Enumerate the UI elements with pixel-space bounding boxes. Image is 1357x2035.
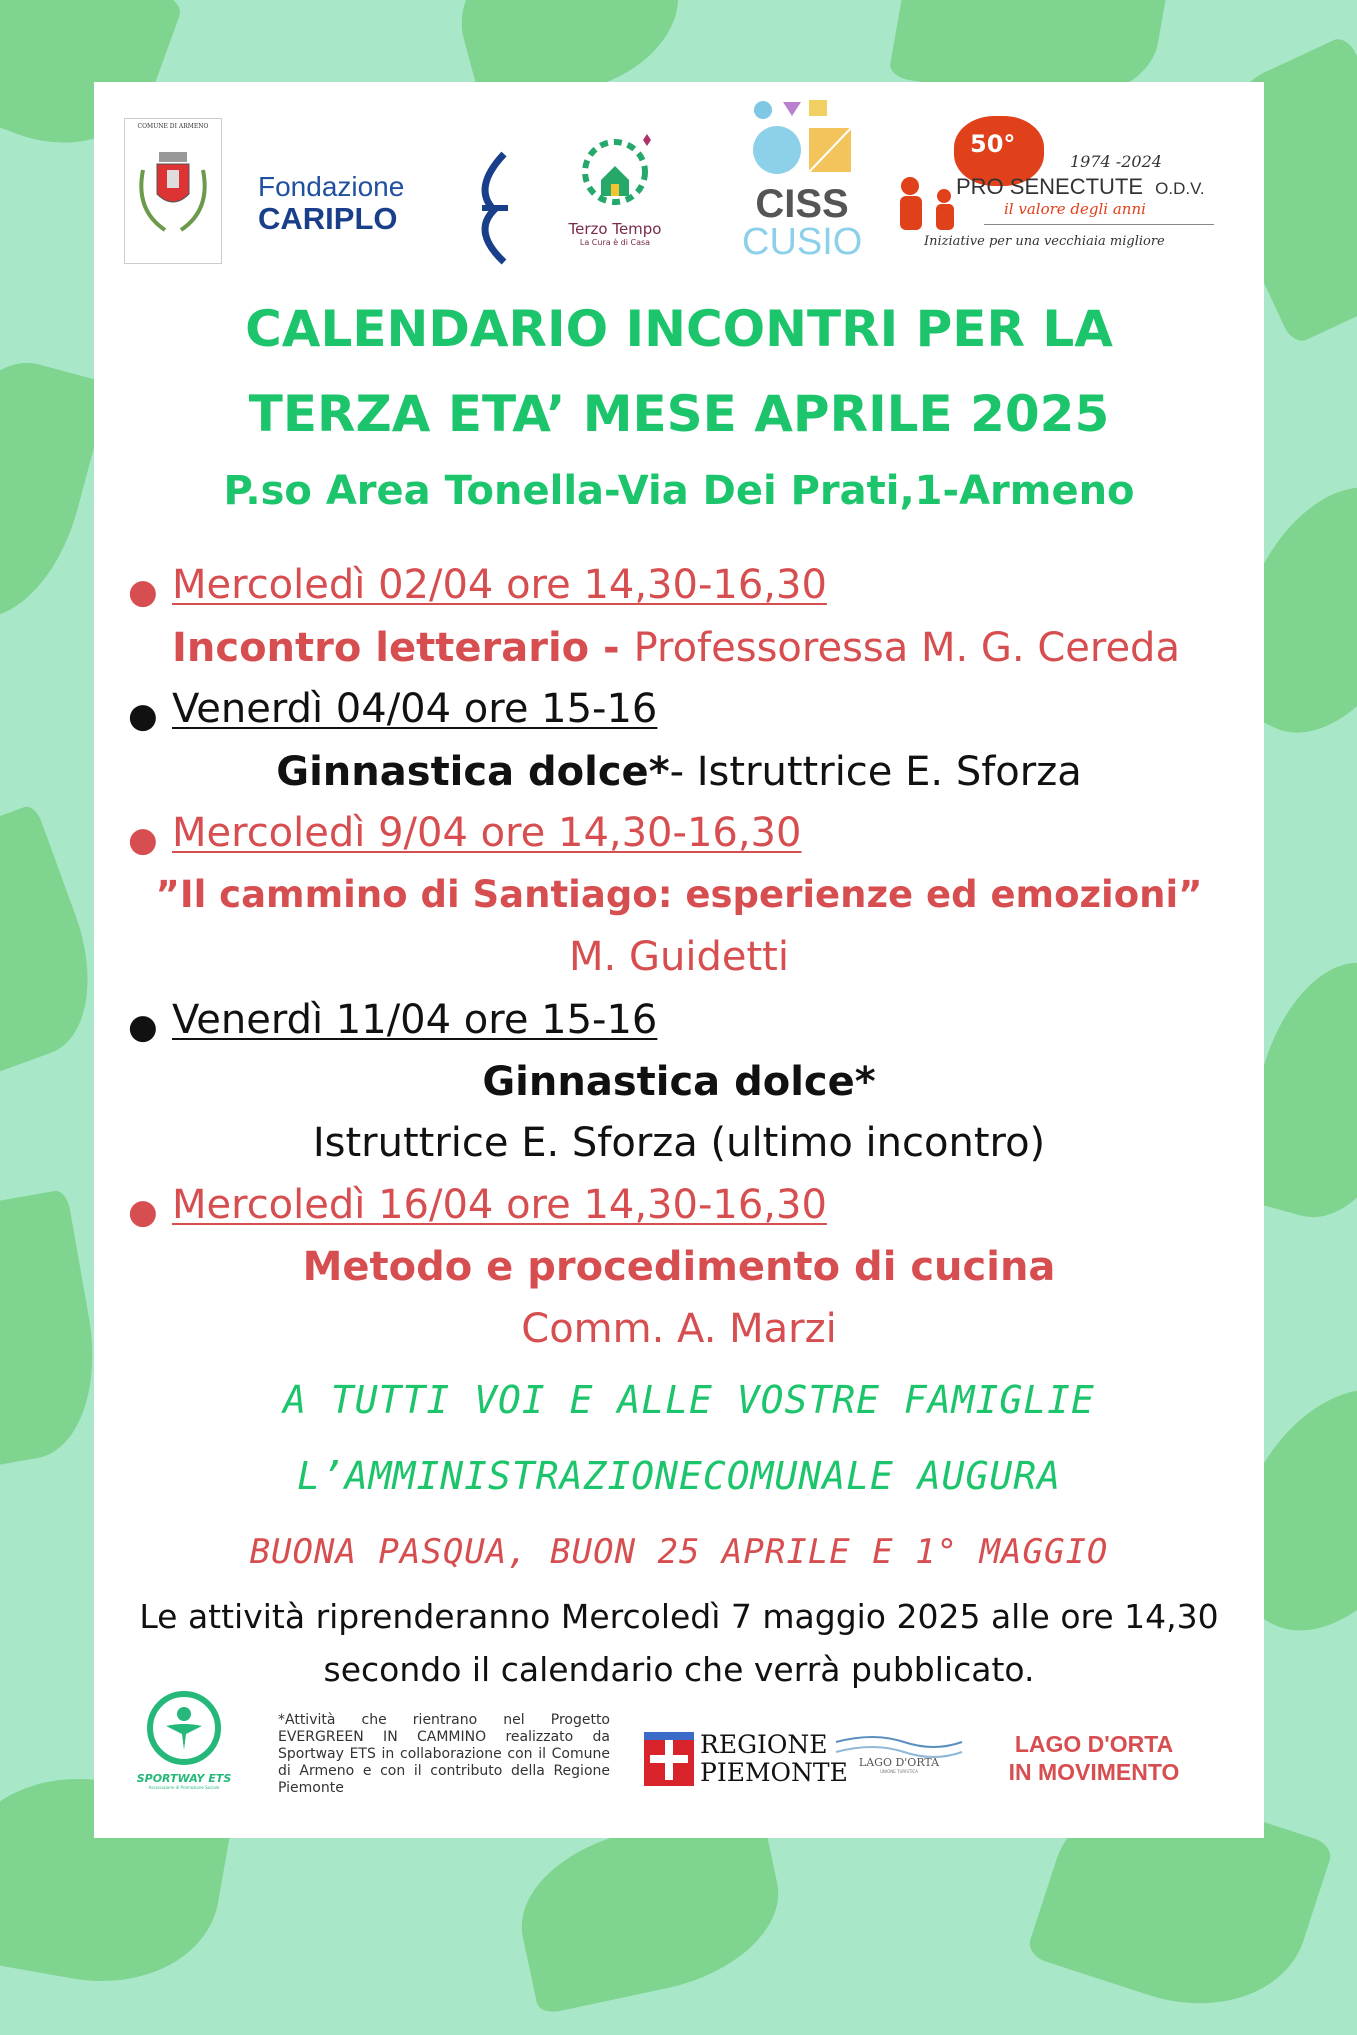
- greeting-line-1: A TUTTI VOI E ALLE VOSTRE FAMIGLIE: [283, 1378, 1095, 1422]
- event-detail: [172, 625, 1180, 671]
- event-date: Mercoledì 02/04 ore 14,30-16,30: [172, 562, 827, 608]
- bullet-icon: ●: [128, 820, 158, 860]
- heading-line-1: CALENDARIO INCONTRI PER LA: [245, 300, 1113, 358]
- event-speaker: - Istruttrice E. Sforza: [669, 749, 1082, 795]
- event-speaker: M. Guidetti: [569, 934, 789, 980]
- greeting-line-2: L’AMMINISTRAZIONECOMUNALE AUGURA: [296, 1454, 1062, 1498]
- pro-senectute-divider: [984, 224, 1214, 225]
- resume-note-line-2: secondo il calendario che verrà pubblicato.: [323, 1650, 1035, 1689]
- lago-orta-movimento: LAGO D'ORTA IN MOVIMENTO: [1008, 1731, 1180, 1785]
- lago-orta-logo: LAGO D'ORTA UNIONE TURISTICA: [834, 1732, 964, 1782]
- ciss-shapes-icon: [747, 98, 857, 180]
- sportway-logo: SPORTWAY ETS Associazione di Promozione Sociale: [134, 1688, 234, 1808]
- flyer-card: [94, 82, 1264, 1838]
- resume-note-line-1: Le attività riprenderanno Mercoledì 7 maggio 2025 alle ore 14,30: [139, 1597, 1219, 1636]
- house-circle-icon: [565, 126, 665, 216]
- heading-address: P.so Area Tonella-Via Dei Prati,1-Armeno: [223, 468, 1135, 514]
- greeting-line-3: BUONA PASQUA, BUON 25 APRILE E 1° MAGGIO: [249, 1532, 1109, 1572]
- event-title: ”Il cammino di Santiago: esperienze ed emozioni”: [155, 873, 1203, 916]
- comune-armeno-logo: COMUNE DI ARMENO: [124, 118, 222, 264]
- fondazione-cariplo-logo: Fondazione CARIPLO: [258, 171, 405, 236]
- event-speaker: Professoressa M. G. Cereda: [633, 625, 1180, 671]
- pro-senectute-logo: 50° 1974 -2024 PRO SENECTUTE O.D.V. il valore degli anni Iniziative per una vecchiaia migliore: [884, 116, 1224, 276]
- regione-piemonte-logo: REGIONE PIEMONTE: [644, 1730, 829, 1788]
- piemonte-shield-icon: [644, 1732, 694, 1786]
- event-date: Venerdì 04/04 ore 15-16: [172, 686, 658, 732]
- coat-of-arms-icon: [125, 130, 221, 250]
- bullet-icon: ●: [128, 572, 158, 612]
- event-date: Mercoledì 9/04 ore 14,30-16,30: [172, 810, 802, 856]
- event-date: Venerdì 11/04 ore 15-16: [172, 997, 658, 1043]
- event-speaker: Comm. A. Marzi: [521, 1306, 837, 1352]
- logos-row: [94, 82, 1264, 272]
- bullet-icon: ●: [128, 1192, 158, 1232]
- event-detail: [94, 749, 1264, 795]
- event-title: Incontro letterario -: [172, 625, 634, 671]
- terzo-tempo-logo: Terzo Tempo La Cura è di Casa: [550, 126, 680, 266]
- cariplo-mark-icon: [464, 148, 514, 268]
- sportway-person-icon: [144, 1688, 224, 1768]
- event-date: Mercoledì 16/04 ore 14,30-16,30: [172, 1182, 827, 1228]
- bullet-icon: ●: [128, 696, 158, 736]
- event-title: Ginnastica dolce*: [482, 1059, 876, 1105]
- event-title: Ginnastica dolce*: [276, 749, 670, 795]
- heading-line-2: TERZA ETA’ MESE APRILE 2025: [248, 385, 1110, 443]
- event-title: Metodo e procedimento di cucina: [302, 1244, 1056, 1290]
- project-disclaimer: *Attività che rientrano nel Progetto EVERGREEN IN CAMMINO realizzato da Sportway ETS in collaborazione con il Comune di Armeno e con il contributo della Regione Piemonte: [278, 1712, 610, 1796]
- bullet-icon: ●: [128, 1007, 158, 1047]
- ciss-cusio-logo: CISS CUSIO: [742, 98, 862, 268]
- event-speaker: Istruttrice E. Sforza (ultimo incontro): [312, 1120, 1046, 1166]
